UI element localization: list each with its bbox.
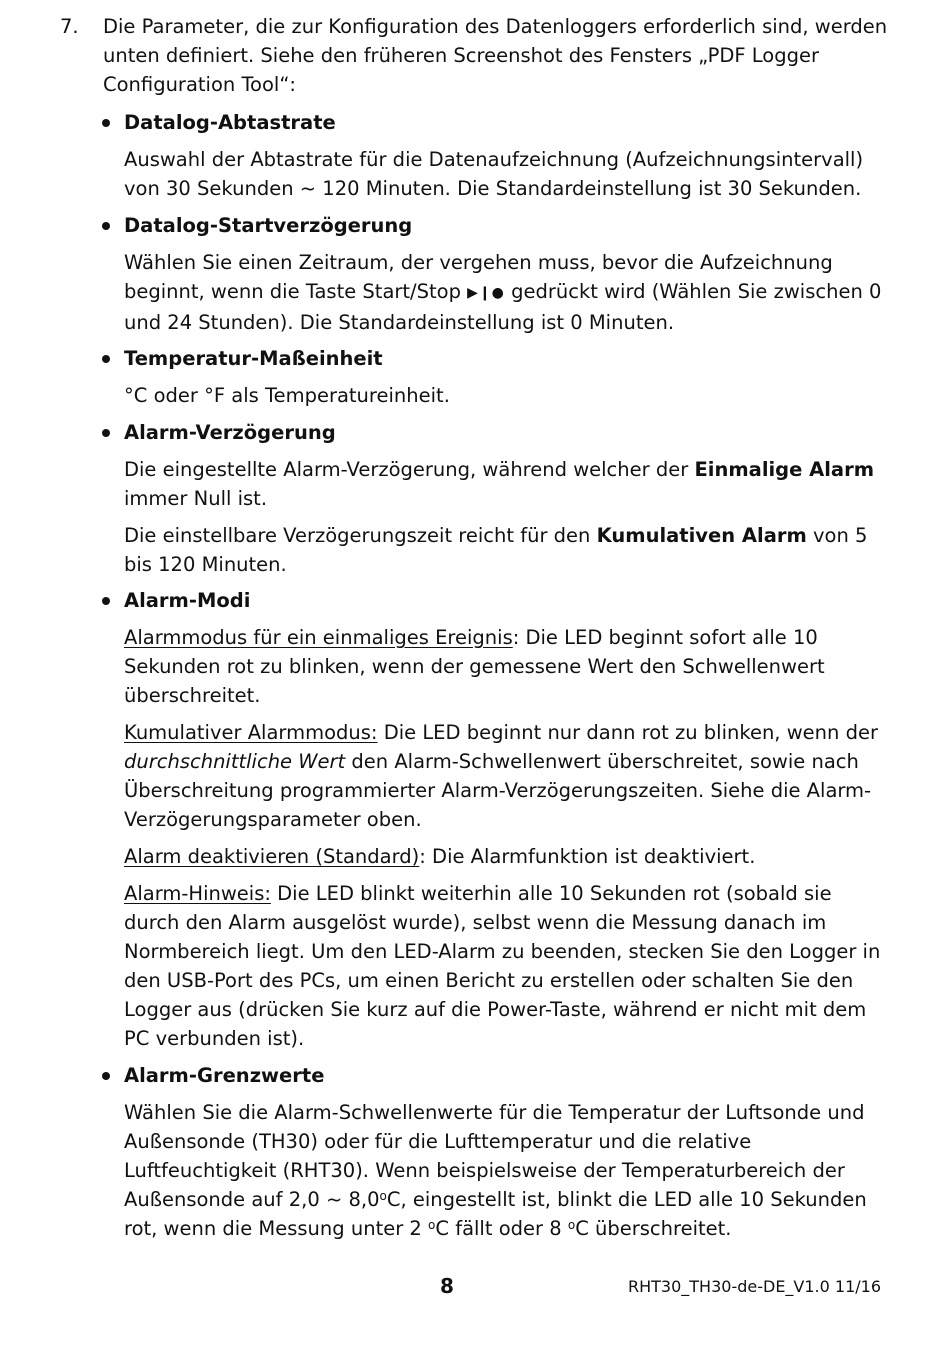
step-number: 7. bbox=[60, 15, 79, 38]
italic-term: durchschnittliche Wert bbox=[124, 750, 346, 773]
document-reference: RHT30_TH30-de-DE_V1.0 11/16 bbox=[628, 1277, 882, 1296]
degree-mark: o bbox=[428, 1218, 436, 1232]
section-text: Auswahl der Abtastrate für die Datenaufzeichnung (Aufzeichnungsintervall) von 30 Sekunden ~ 120 Minuten. Die Standardeinstellung ist 30 Sekunden. bbox=[124, 148, 864, 200]
text-run: Die eingestellte Alarm-Verzögerung, während welcher der bbox=[124, 458, 689, 481]
section-alarm-limits bbox=[100, 1061, 890, 1243]
alarm-note bbox=[124, 879, 890, 1053]
mode-text: Die LED beginnt nur dann rot zu blinken, wenn der bbox=[383, 721, 878, 744]
text-run: Die einstellbare Verzögerungszeit reicht für den bbox=[124, 524, 591, 547]
note-label: Alarm-Hinweis: bbox=[124, 882, 271, 905]
alarm-delay-paragraph-1 bbox=[124, 455, 890, 513]
start-stop-button-icon: ▶❙● bbox=[467, 285, 505, 301]
mode-text: : Die Alarmfunktion ist deaktiviert. bbox=[419, 845, 756, 868]
bullet-icon bbox=[102, 355, 110, 363]
text-before: Wählen Sie einen Zeitraum, der vergehen muss, bevor die Aufzeichnung beginnt, wenn die Taste Start/Stop bbox=[124, 251, 833, 303]
section-text bbox=[124, 248, 890, 337]
mode-label: Kumulativer Alarmmodus: bbox=[124, 721, 378, 744]
mode-text: : Die LED beginnt sofort alle 10 Sekunden rot zu blinken, wenn der gemessene Wert den Schwellenwert überschreitet. bbox=[124, 626, 825, 707]
step-7-paragraph bbox=[60, 12, 910, 99]
alarm-delay-paragraph-2 bbox=[124, 521, 890, 579]
bold-term: Kumulativen Alarm bbox=[596, 524, 807, 547]
single-event-mode bbox=[124, 623, 890, 710]
bullet-icon bbox=[102, 119, 110, 127]
text-run: C überschreitet. bbox=[575, 1217, 732, 1240]
section-temp-unit bbox=[100, 344, 890, 410]
section-alarm-delay bbox=[100, 418, 890, 579]
degree-mark: o bbox=[379, 1189, 387, 1203]
section-title: Alarm-Modi bbox=[124, 589, 251, 612]
text-after: gedrückt wird (Wählen Sie zwischen 0 und 24 Stunden). Die Standardeinstellung ist 0 Minuten. bbox=[124, 280, 882, 334]
bullet-icon bbox=[102, 1072, 110, 1080]
step-text: Die Parameter, die zur Konfiguration des Datenloggers erforderlich sind, werden unten definiert. Siehe den früheren Screenshot des Fensters „PDF Logger Configuration Tool“: bbox=[103, 15, 888, 96]
text-run: von 5 bis 120 Minuten. bbox=[124, 524, 868, 576]
mode-label: Alarmmodus für ein einmaliges Ereignis bbox=[124, 626, 513, 649]
mode-text: den Alarm-Schwellenwert überschreitet, sowie nach Überschreitung programmierter Alarm-Verzögerungszeiten. Siehe die Alarm-Verzögerungsparameter oben. bbox=[124, 750, 872, 831]
mode-label: Alarm deaktivieren (Standard) bbox=[124, 845, 420, 868]
bullet-icon bbox=[102, 429, 110, 437]
section-alarm-modes bbox=[100, 586, 890, 1053]
text-run: Wählen Sie die Alarm-Schwellenwerte für die Temperatur der Luftsonde und Außensonde (TH30) oder für die Lufttemperatur und die relative Luftfeuchtigkeit (RHT30). Wenn beispielsweise der Temperaturbereich der Außensonde auf 2,0 ~ 8,0 bbox=[124, 1101, 865, 1211]
page-number: 8 bbox=[440, 1274, 454, 1298]
text-run: C, eingestellt ist, blinkt die LED alle 10 Sekunden rot, wenn die Messung unter 2 bbox=[124, 1188, 867, 1240]
bold-term: Einmalige Alarm bbox=[694, 458, 875, 481]
degree-mark: o bbox=[567, 1218, 576, 1232]
section-title: Temperatur-Maßeinheit bbox=[124, 347, 383, 370]
section-title: Alarm-Verzögerung bbox=[124, 421, 336, 444]
section-text: °C oder °F als Temperatureinheit. bbox=[124, 384, 450, 407]
bullet-icon bbox=[102, 597, 110, 605]
disable-mode bbox=[124, 842, 890, 871]
text-run: immer Null ist. bbox=[124, 487, 268, 510]
cumulative-mode bbox=[124, 718, 890, 834]
note-text: Die LED blinkt weiterhin alle 10 Sekunden rot (sobald sie durch den Alarm ausgelöst wurde), selbst wenn die Messung danach im Normbereich liegt. Um den LED-Alarm zu beenden, stecken Sie den Logger in den USB-Port des PCs, um einen Bericht zu erstellen oder schalten Sie den Logger aus (drücken Sie kurz auf die Power-Taste, während er nicht mit dem PC verbunden ist). bbox=[124, 882, 881, 1050]
bullet-icon bbox=[102, 222, 110, 230]
section-start-delay bbox=[100, 211, 890, 337]
section-sample-rate bbox=[100, 108, 890, 203]
section-text bbox=[124, 1098, 890, 1243]
section-title: Alarm-Grenzwerte bbox=[124, 1064, 325, 1087]
text-run: C fällt oder 8 bbox=[435, 1217, 562, 1240]
section-title: Datalog-Startverzögerung bbox=[124, 214, 413, 237]
section-title: Datalog-Abtastrate bbox=[124, 111, 336, 134]
